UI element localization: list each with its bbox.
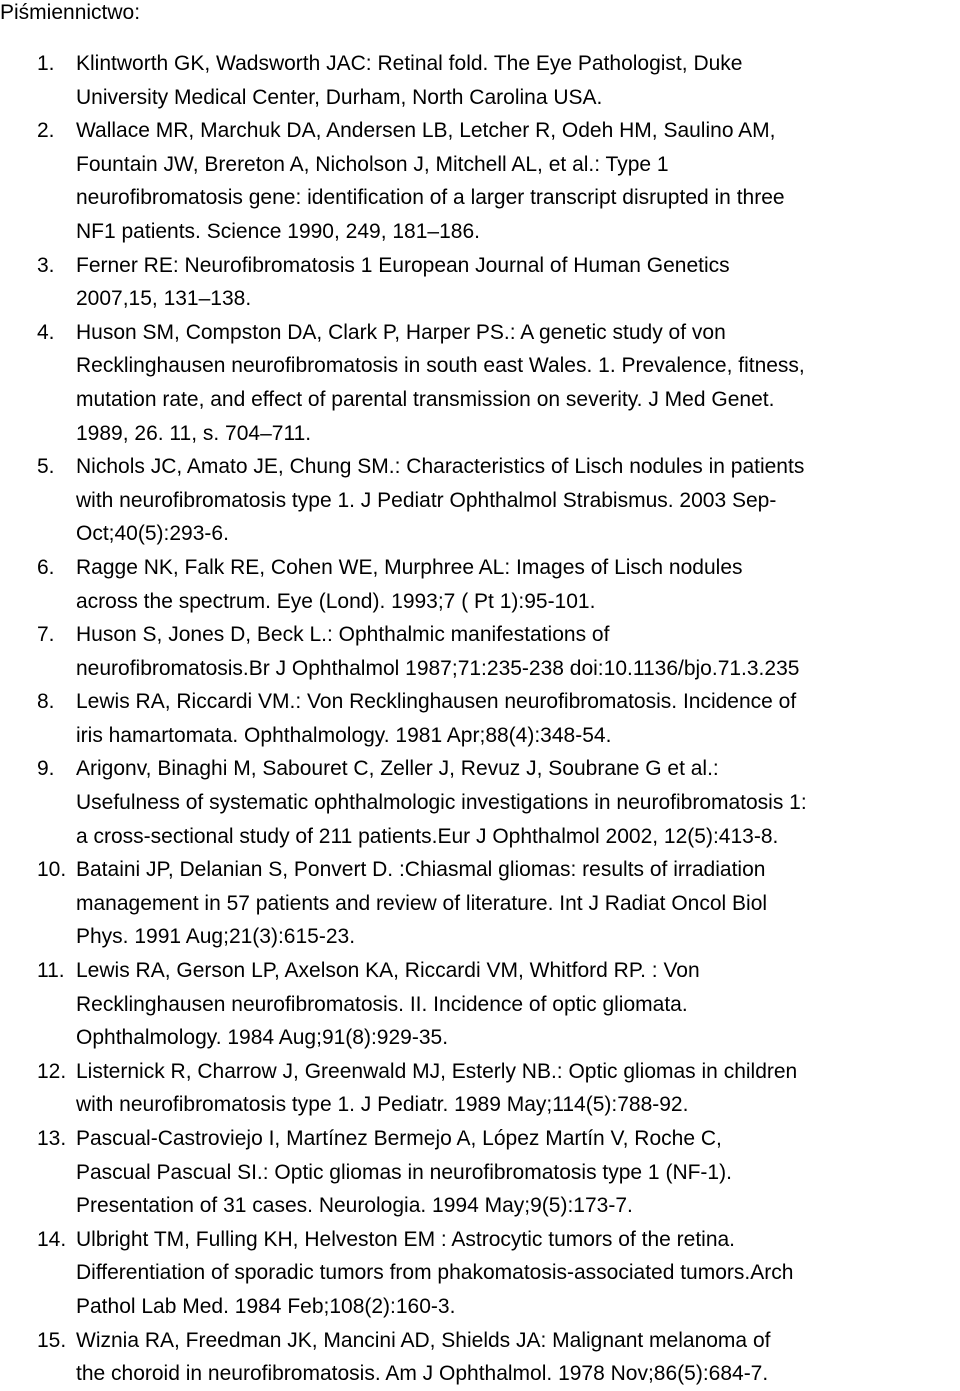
- reference-list: [0, 47, 960, 1391]
- reference-item: [0, 618, 960, 685]
- reference-text-line: Nichols JC, Amato JE, Chung SM.: Characteristics of Lisch nodules in patients: [76, 455, 805, 479]
- reference-number: 11.: [37, 959, 65, 983]
- reference-text-line: the choroid in neurofibromatosis. Am J Ophthalmol. 1978 Nov;86(5):684-7.: [76, 1362, 769, 1386]
- reference-text-line: Wallace MR, Marchuk DA, Andersen LB, Letcher R, Odeh HM, Saulino AM,: [76, 119, 776, 143]
- reference-text-line: mutation rate, and effect of parental transmission on severity. J Med Genet.: [76, 387, 775, 411]
- reference-item: [0, 249, 960, 316]
- reference-item: [0, 47, 960, 114]
- reference-text-line: 1989, 26. 11, s. 704–711.: [76, 421, 312, 445]
- reference-text-line: neurofibromatosis.Br J Ophthalmol 1987;71:235-238 doi:10.1136/bjo.71.3.235: [76, 656, 800, 680]
- reference-text-line: Recklinghausen neurofibromatosis in south east Wales. 1. Prevalence, fitness,: [76, 354, 805, 378]
- reference-text-line: Pascual-Castroviejo I, Martínez Bermejo A, López Martín V, Roche C,: [76, 1127, 722, 1150]
- reference-number: 13.: [37, 1127, 67, 1150]
- reference-item: [0, 114, 960, 248]
- reference-text-line: a cross-sectional study of 211 patients.Eur J Ophthalmol 2002, 12(5):413-8.: [76, 824, 779, 848]
- reference-text-line: Ulbright TM, Fulling KH, Helveston EM : Astrocytic tumors of the retina.: [76, 1227, 736, 1251]
- reference-text-line: iris hamartomata. Ophthalmology. 1981 Apr;88(4):348-54.: [76, 723, 612, 747]
- reference-number: 14.: [37, 1227, 67, 1251]
- reference-number: 3.: [37, 253, 55, 277]
- reference-item: [0, 752, 960, 853]
- reference-number: 4.: [37, 320, 55, 344]
- reference-item: [0, 1055, 960, 1122]
- reference-text-line: Oct;40(5):293-6.: [76, 522, 229, 546]
- reference-text-line: across the spectrum. Eye (Lond). 1993;7 ( Pt 1):95-101.: [76, 589, 596, 613]
- section-heading: Piśmiennictwo:: [0, 1, 141, 24]
- reference-text-line: with neurofibromatosis type 1. J Pediatr. 1989 May;114(5):788-92.: [76, 1093, 689, 1117]
- reference-number: 15.: [37, 1328, 67, 1352]
- reference-text-line: University Medical Center, Durham, North Carolina USA.: [76, 85, 603, 109]
- reference-number: 2.: [37, 119, 55, 143]
- reference-item: [0, 954, 960, 1055]
- reference-text-line: Wiznia RA, Freedman JK, Mancini AD, Shields JA: Malignant melanoma of: [76, 1328, 771, 1352]
- reference-text-line: Fountain JW, Brereton A, Nicholson J, Mitchell AL, et al.: Type 1: [76, 152, 669, 176]
- reference-text-line: neurofibromatosis gene: identification of a larger transcript disrupted in three: [76, 186, 785, 210]
- reference-number: 9.: [37, 757, 55, 781]
- reference-number: 8.: [37, 690, 55, 714]
- reference-text-line: Ragge NK, Falk RE, Cohen WE, Murphree AL: Images of Lisch nodules: [76, 555, 743, 579]
- reference-item: [0, 316, 960, 450]
- reference-item: [0, 450, 960, 551]
- reference-text-line: Huson SM, Compston DA, Clark P, Harper PS.: A genetic study of von: [76, 320, 726, 344]
- reference-text-line: Ferner RE: Neurofibromatosis 1 European Journal of Human Genetics: [76, 253, 730, 277]
- reference-number: 6.: [37, 555, 55, 579]
- reference-item: [0, 685, 960, 752]
- reference-text-line: Usefulness of systematic ophthalmologic investigations in neurofibromatosis 1:: [76, 791, 807, 815]
- reference-text-line: Lewis RA, Riccardi VM.: Von Recklinghausen neurofibromatosis. Incidence of: [76, 690, 797, 714]
- reference-text-line: Differentiation of sporadic tumors from phakomatosis-associated tumors.Arch: [76, 1261, 794, 1285]
- reference-text-line: 2007,15, 131–138.: [76, 287, 252, 311]
- reference-text-line: Recklinghausen neurofibromatosis. II. Incidence of optic gliomata.: [76, 992, 688, 1016]
- reference-item: [0, 1223, 960, 1324]
- reference-text-line: Phys. 1991 Aug;21(3):615-23.: [76, 925, 356, 949]
- reference-number: 10.: [37, 858, 67, 882]
- reference-text-line: with neurofibromatosis type 1. J Pediatr Ophthalmol Strabismus. 2003 Sep-: [76, 488, 777, 512]
- reference-text-line: Pathol Lab Med. 1984 Feb;108(2):160-3.: [76, 1294, 456, 1318]
- reference-text-line: NF1 patients. Science 1990, 249, 181–186.: [76, 219, 480, 243]
- reference-text-line: Lewis RA, Gerson LP, Axelson KA, Riccardi VM, Whitford RP. : Von: [76, 959, 700, 983]
- reference-text-line: Huson S, Jones D, Beck L.: Ophthalmic manifestations of: [76, 623, 610, 647]
- reference-text-line: Pascual Pascual SI.: Optic gliomas in neurofibromatosis type 1 (NF-1).: [76, 1160, 732, 1184]
- reference-text-line: Bataini JP, Delanian S, Ponvert D. :Chiasmal gliomas: results of irradiation: [76, 858, 766, 882]
- reference-text-line: Presentation of 31 cases. Neurologia. 1994 May;9(5):173-7.: [76, 1194, 633, 1218]
- reference-text-line: management in 57 patients and review of literature. Int J Radiat Oncol Biol: [76, 891, 768, 915]
- reference-number: 1.: [37, 52, 55, 75]
- reference-number: 5.: [37, 455, 55, 479]
- reference-item: [0, 1324, 960, 1391]
- reference-number: 7.: [37, 623, 55, 647]
- reference-item: [0, 551, 960, 618]
- reference-item: [0, 853, 960, 954]
- reference-item: [0, 1122, 960, 1223]
- reference-text-line: Ophthalmology. 1984 Aug;91(8):929-35.: [76, 1026, 449, 1050]
- reference-text-line: Arigonv, Binaghi M, Sabouret C, Zeller J, Revuz J, Soubrane G et al.:: [76, 757, 719, 781]
- reference-text-line: Listernick R, Charrow J, Greenwald MJ, Esterly NB.: Optic gliomas in children: [76, 1059, 798, 1083]
- reference-number: 12.: [37, 1059, 67, 1083]
- reference-text-line: Klintworth GK, Wadsworth JAC: Retinal fold. The Eye Pathologist, Duke: [76, 52, 743, 75]
